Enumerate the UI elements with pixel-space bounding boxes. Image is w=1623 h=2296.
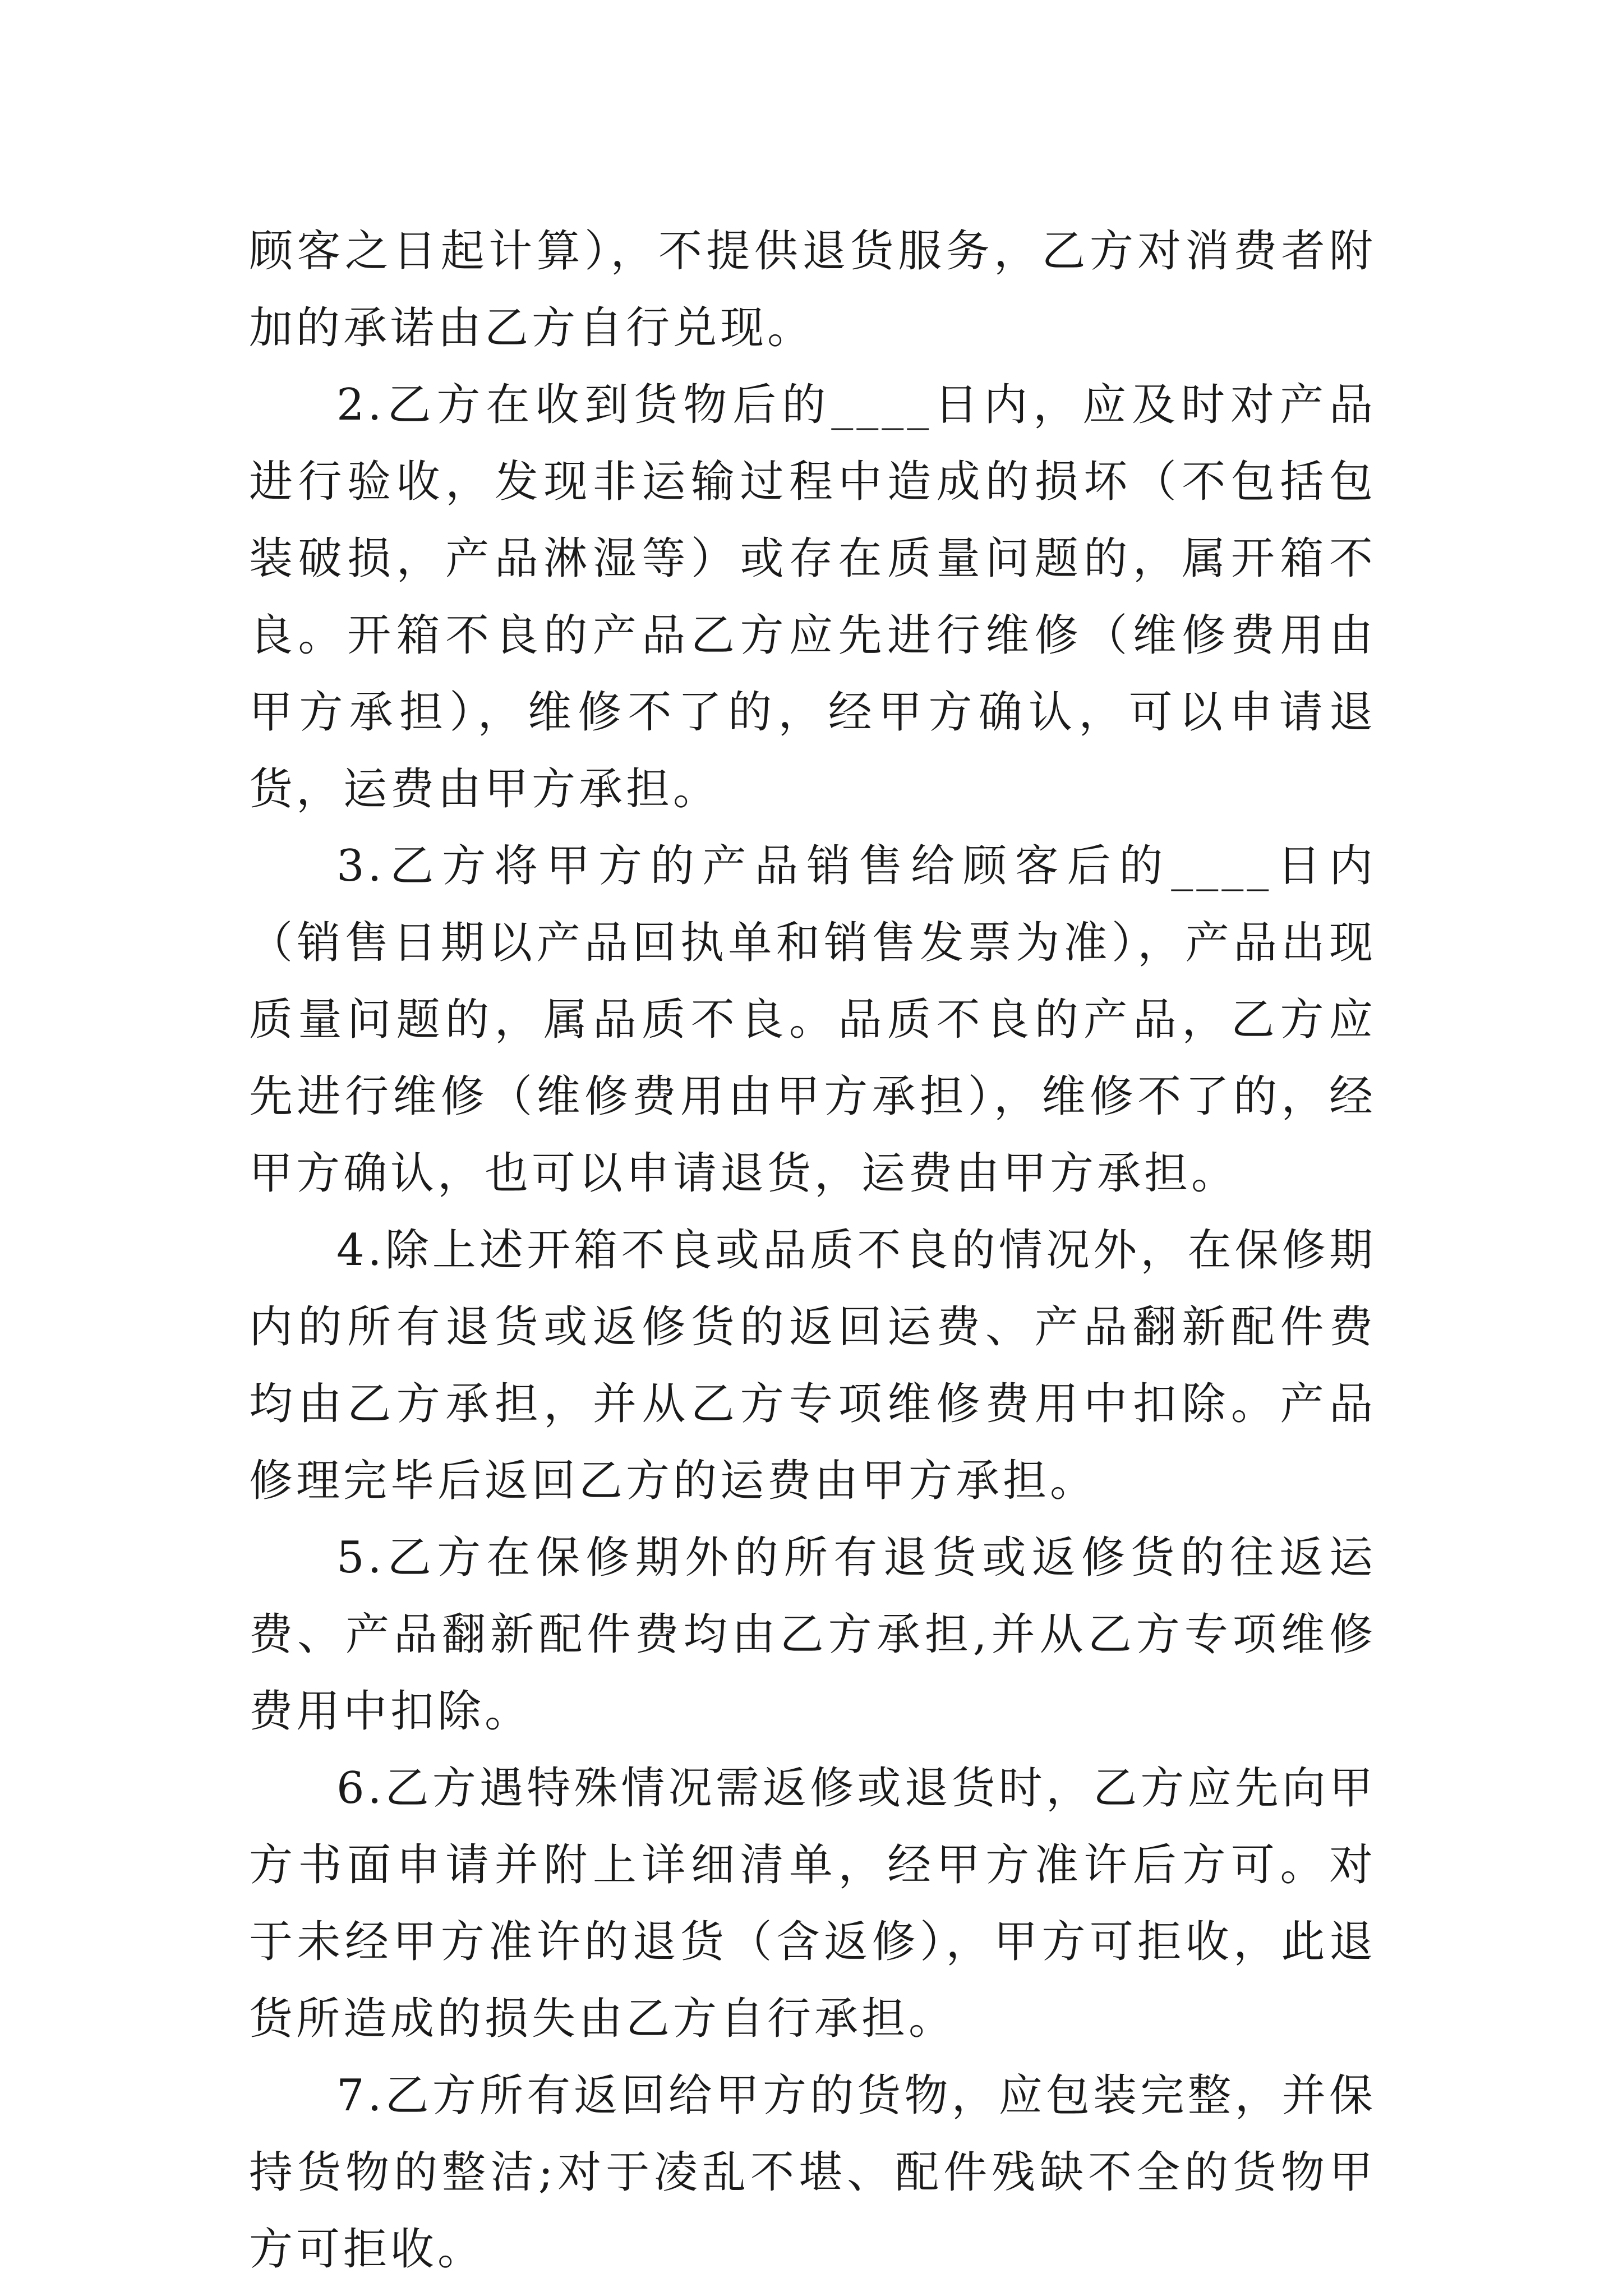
paragraph-clause-3: 3.乙方将甲方的产品销售给顾客后的____日内（销售日期以产品回执单和销售发票为准），产品出现质量问题的，属品质不良。品质不良的产品，乙方应先进行维修（维修费用由甲方承担），维修不了的，经甲方确认，也可以申请退货，运费由甲方承担。 [249,841,1376,1199]
document-page [249,213,1376,2288]
paragraph-continuation: 顾客之日起计算），不提供退货服务，乙方对消费者附加的承诺由乙方自行兑现。 [249,226,1376,353]
paragraph-clause-7: 7.乙方所有返回给甲方的货物，应包装完整，并保持货物的整洁;对于凌乱不堪、配件残缺不全的货物甲方可拒收。 [249,2070,1376,2275]
paragraph-clause-4: 4.除上述开箱不良或品质不良的情况外，在保修期内的所有退货或返修货的返回运费、产品翻新配件费均由乙方承担，并从乙方专项维修费用中扣除。产品修理完毕后返回乙方的运费由甲方承担。 [249,1225,1376,1506]
paragraph-clause-5: 5.乙方在保修期外的所有退货或返修货的往返运费、产品翻新配件费均由乙方承担,并从乙方专项维修费用中扣除。 [249,1533,1376,1737]
paragraph-clause-6: 6.乙方遇特殊情况需返修或退货时，乙方应先向甲方书面申请并附上详细清单，经甲方准许后方可。对于未经甲方准许的退货（含返修），甲方可拒收，此退货所造成的损失由乙方自行承担。 [249,1763,1376,2044]
paragraph-clause-2: 2.乙方在收到货物后的____日内，应及时对产品进行验收，发现非运输过程中造成的损坏（不包括包装破损，产品淋湿等）或存在质量问题的，属开箱不良。开箱不良的产品乙方应先进行维修（维修费用由甲方承担），维修不了的，经甲方确认，可以申请退货，运费由甲方承担。 [249,380,1376,815]
